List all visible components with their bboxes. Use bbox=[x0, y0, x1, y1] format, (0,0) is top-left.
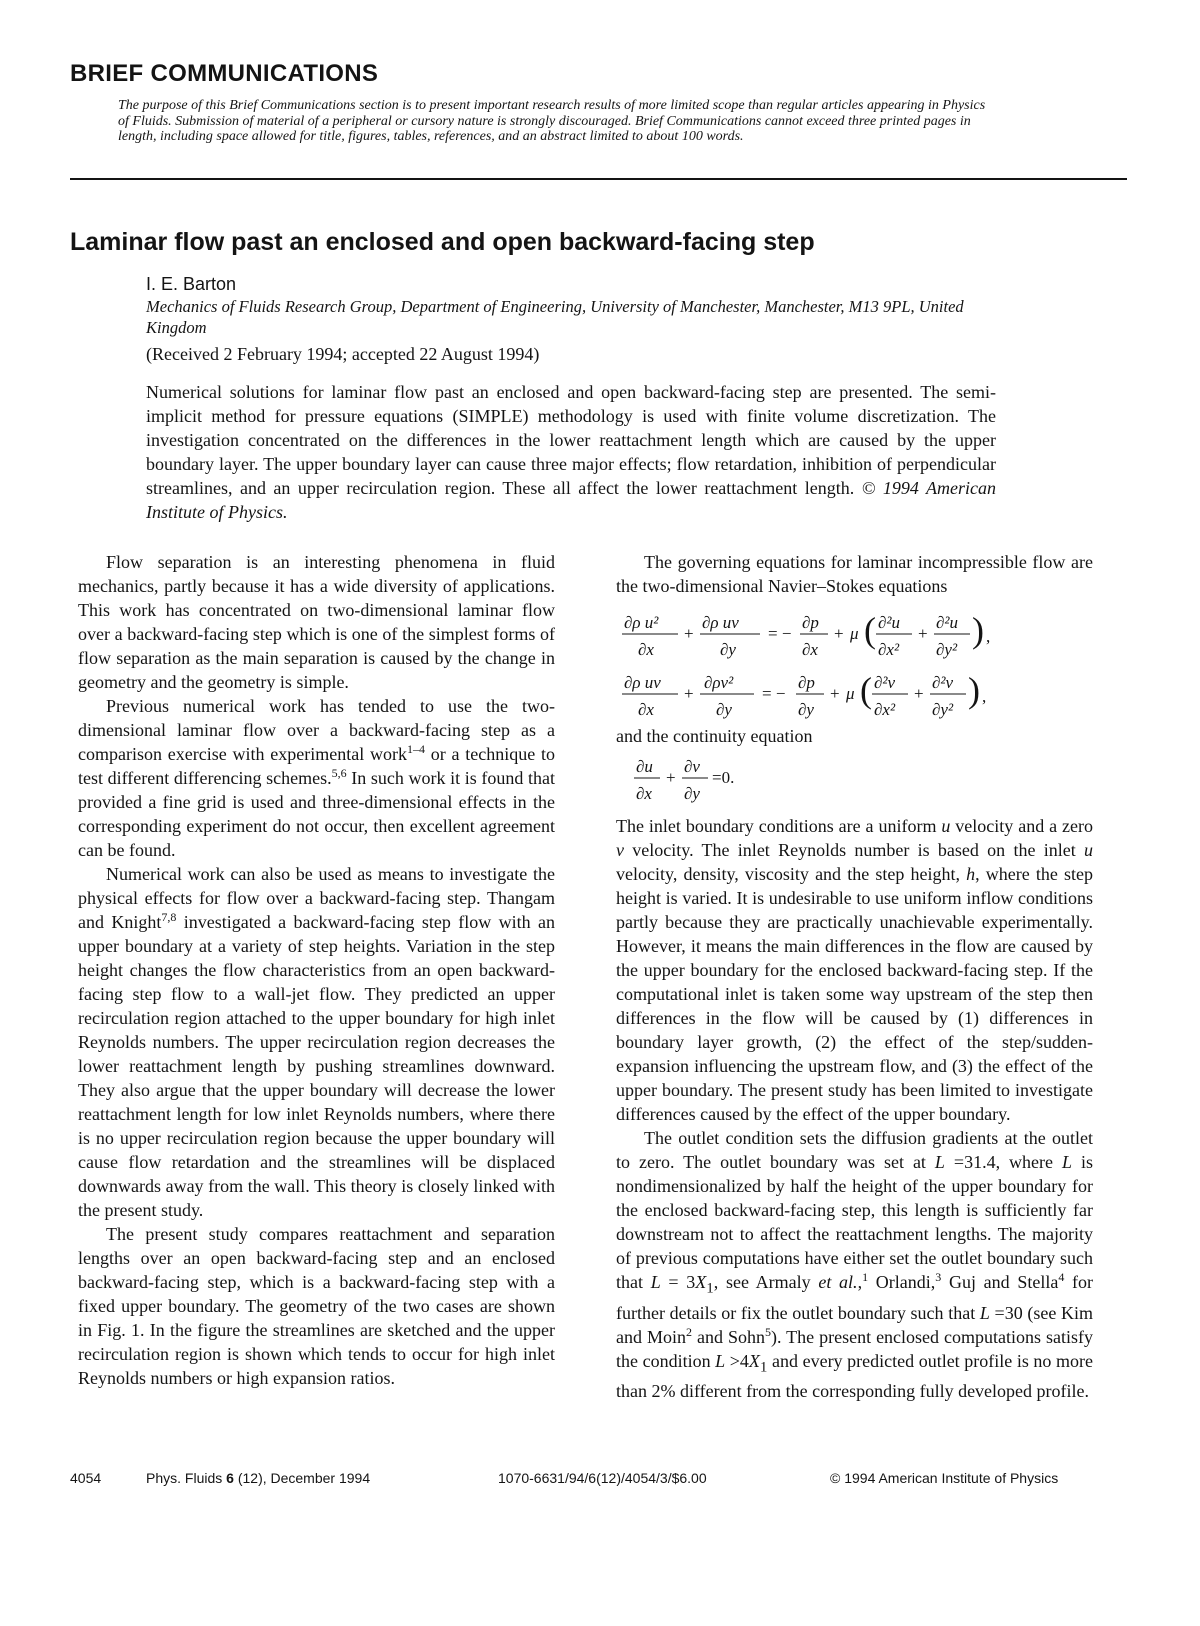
svg-text:∂x: ∂x bbox=[638, 640, 654, 659]
svg-text:∂v: ∂v bbox=[684, 757, 700, 776]
abstract-text: Numerical solutions for laminar flow past an enclosed and open backward-facing step are presented. The semi-implicit method for pressure equations (SIMPLE) methodology is used with finite volume discretization. The investigation concentrated on the differences in the lower reattachment length which are caused by the upper boundary layer. The upper boundary layer can cause three major effects; flow retardation, inhibition of perpendicular streamlines, and an upper recirculation region. These all affect the lower reattachment length. bbox=[146, 382, 996, 498]
svg-text:μ: μ bbox=[846, 684, 855, 703]
left-column bbox=[78, 550, 555, 1390]
svg-text:): ) bbox=[968, 670, 980, 710]
svg-text:+: + bbox=[684, 624, 694, 643]
navier-stokes-equations bbox=[616, 598, 1093, 724]
svg-text:∂y²: ∂y² bbox=[936, 640, 958, 659]
paragraph: Numerical work can also be used as means to investigate the physical effects for flow over a backward-facing step. Thangam and Knight$^{7,8}$ investigated a backward-facing step flow with an upper boundary at a variety of step heights. Variation in the step height changes the flow characteristics from an open backward-facing step flow to a wall-jet flow. They predicted an upper recirculation region attached to the upper boundary for high inlet Reynolds numbers. The upper recirculation region decreases the lower reattachment length by pushing streamlines downward. They also argue that the upper boundary will decrease the lower reattachment length for low inlet Reynolds numbers, where there is no upper recirculation region because the upper boundary will cause flow retardation and the streamlines will be displaced downwards away from the wall. This theory is closely linked with the present study. bbox=[78, 864, 555, 1220]
right-column bbox=[616, 550, 1093, 1403]
svg-text:∂p: ∂p bbox=[798, 673, 815, 692]
section-divider bbox=[70, 178, 1127, 180]
svg-text:+: + bbox=[684, 684, 694, 703]
svg-text:∂x: ∂x bbox=[636, 784, 652, 803]
svg-text:∂²u: ∂²u bbox=[936, 613, 958, 632]
svg-text:∂ρ uv: ∂ρ uv bbox=[702, 613, 739, 632]
reference-marker: 3 bbox=[935, 1270, 942, 1284]
svg-text:∂y: ∂y bbox=[716, 700, 732, 719]
svg-text:∂²v: ∂²v bbox=[874, 673, 896, 692]
section-description: The purpose of this Brief Communications section is to present important research results of more limited scope than regular articles appearing in Physics of Fluids. Submission of material of a peripheral or cursory nature is strongly discouraged. Brief Communications cannot exceed three printed pages in length, including space allowed for title, figures, tables, references, and an abstract limited to about 100 words. bbox=[118, 98, 986, 144]
svg-text:+: + bbox=[834, 624, 844, 643]
svg-text:∂x²: ∂x² bbox=[878, 640, 900, 659]
abstract-copyright: © 1994 American Institute of Physics. bbox=[146, 478, 996, 522]
svg-text:,: , bbox=[982, 687, 987, 706]
svg-text:+: + bbox=[830, 684, 840, 703]
reference-marker: 7,8 bbox=[161, 910, 177, 924]
svg-text:+: + bbox=[914, 684, 924, 703]
abstract bbox=[146, 380, 996, 524]
journal-citation: Phys. Fluids 6 (12), December 1994 bbox=[146, 1470, 371, 1486]
reference-marker: 5,6 bbox=[331, 766, 347, 780]
svg-text:(: ( bbox=[860, 670, 872, 710]
svg-text:∂²u: ∂²u bbox=[878, 613, 900, 632]
svg-text:∂u: ∂u bbox=[636, 757, 653, 776]
svg-text:∂x: ∂x bbox=[638, 700, 654, 719]
svg-text:+: + bbox=[918, 624, 928, 643]
footer-copyright: © 1994 American Institute of Physics bbox=[830, 1470, 1059, 1486]
reference-marker: 1–4 bbox=[406, 742, 425, 756]
svg-text:∂ρv²: ∂ρv² bbox=[704, 673, 734, 692]
svg-text:∂y: ∂y bbox=[798, 700, 814, 719]
reference-marker: 4 bbox=[1058, 1270, 1065, 1284]
paragraph: The inlet boundary conditions are a uniform u velocity and a zero v velocity. The inlet Reynolds number is based on the inlet u velocity, density, viscosity and the step height, h, where the step height is varied. It is undesirable to use uniform inflow conditions partly because they are practically unachievable experimentally. However, it means the main differences in the flow are caused by the upper boundary for the enclosed backward-facing step. If the computational inlet is taken some way upstream of the step then differences in the flow will be caused by (1) differences in boundary layer growth, (2) the effect of the step/sudden-expansion influencing the upstream flow, and (3) the effect of the upper boundary. The present study has been limited to investigate differences caused by the effect of the upper boundary. bbox=[616, 816, 1093, 1124]
article-title: Laminar flow past an enclosed and open backward-facing step bbox=[70, 228, 815, 256]
svg-text:∂ρ u²: ∂ρ u² bbox=[624, 613, 659, 632]
paragraph: The present study compares reattachment and separation lengths over an open backward-facing step and an enclosed backward-facing step, which is a backward-facing step with a fixed upper boundary. The geometry of the two cases are shown in Fig. 1. In the figure the streamlines are sketched and the upper recirculation region is shown which tends to occur for high inlet Reynolds numbers or high expansion ratios. bbox=[78, 1224, 555, 1388]
author-affiliation: Mechanics of Fluids Research Group, Department of Engineering, University of Manchester, Manchester, M13 9PL, United Kingdom bbox=[146, 297, 964, 337]
svg-text:): ) bbox=[972, 610, 984, 650]
reference-marker: 1 bbox=[862, 1270, 869, 1284]
svg-text:∂y²: ∂y² bbox=[932, 700, 954, 719]
svg-text:=0.: =0. bbox=[712, 768, 735, 787]
svg-text:∂y: ∂y bbox=[720, 640, 736, 659]
svg-text:∂y: ∂y bbox=[684, 784, 700, 803]
received-dates: (Received 2 February 1994; accepted 22 August 1994) bbox=[146, 344, 540, 364]
momentum-equations-svg bbox=[616, 598, 1093, 724]
svg-text:∂²v: ∂²v bbox=[932, 673, 954, 692]
svg-text:∂p: ∂p bbox=[802, 613, 819, 632]
paragraph: The outlet condition sets the diffusion gradients at the outlet to zero. The outlet boundary was set at L =31.4, where L is nondimensionalized by half the height of the upper boundary for the enclosed backward-facing step, this length is sufficiently far downstream not to affect the reattachment lengths. The majority of previous computations have either set the outlet boundary such that $L = 3X_1$, see Armaly et al.,$^1$ Orlandi,$^3$ Guj and Stella$^4$ for further details or fix the outlet boundary such that L =30 (see Kim and Moin$^2$ and Sohn$^5$). The present enclosed computations satisfy the condition $L >4X_1$ and every predicted outlet profile is no more than 2% different from the corresponding fully developed profile. bbox=[616, 1128, 1094, 1402]
paragraph: and the continuity equation bbox=[616, 726, 813, 746]
paragraph: Previous numerical work has tended to use the two-dimensional laminar flow over a backward-facing step as a comparison exercise with experimental work$^{1-4}$ or a technique to test different differencing schemes.$^{5,6}$ In such work it is found that provided a fine grid is used and three-dimensional effects in the corresponding experiment do not occur, then excellent agreement can be found. bbox=[78, 696, 555, 860]
article-code: 1070-6631/94/6(12)/4054/3/$6.00 bbox=[498, 1470, 707, 1486]
svg-text:∂ρ uv: ∂ρ uv bbox=[624, 673, 661, 692]
reference-marker: 2 bbox=[685, 1324, 692, 1339]
continuity-equation bbox=[616, 748, 1093, 814]
svg-text:= −: = − bbox=[768, 624, 792, 643]
author-name: I. E. Barton bbox=[146, 274, 237, 294]
paragraph: Flow separation is an interesting phenomena in fluid mechanics, partly because it has a wide diversity of applications. This work has concentrated on two-dimensional laminar flow over a backward-facing step which is one of the simplest forms of flow separation as the main separation is caused by the change in geometry and the geometry is simple. bbox=[78, 552, 555, 692]
continuity-equation-svg bbox=[616, 748, 1093, 814]
page-number: 4054 bbox=[70, 1470, 102, 1486]
svg-text:∂x²: ∂x² bbox=[874, 700, 896, 719]
svg-text:,: , bbox=[986, 627, 991, 646]
svg-text:∂x: ∂x bbox=[802, 640, 818, 659]
section-heading: BRIEF COMMUNICATIONS bbox=[70, 60, 379, 87]
svg-text:(: ( bbox=[864, 610, 876, 650]
svg-text:μ: μ bbox=[850, 624, 859, 643]
svg-text:+: + bbox=[666, 768, 676, 787]
svg-text:= −: = − bbox=[762, 684, 786, 703]
reference-marker: 5 bbox=[764, 1324, 771, 1339]
paragraph: The governing equations for laminar incompressible flow are the two-dimensional Navier–Stokes equations bbox=[616, 552, 1093, 596]
